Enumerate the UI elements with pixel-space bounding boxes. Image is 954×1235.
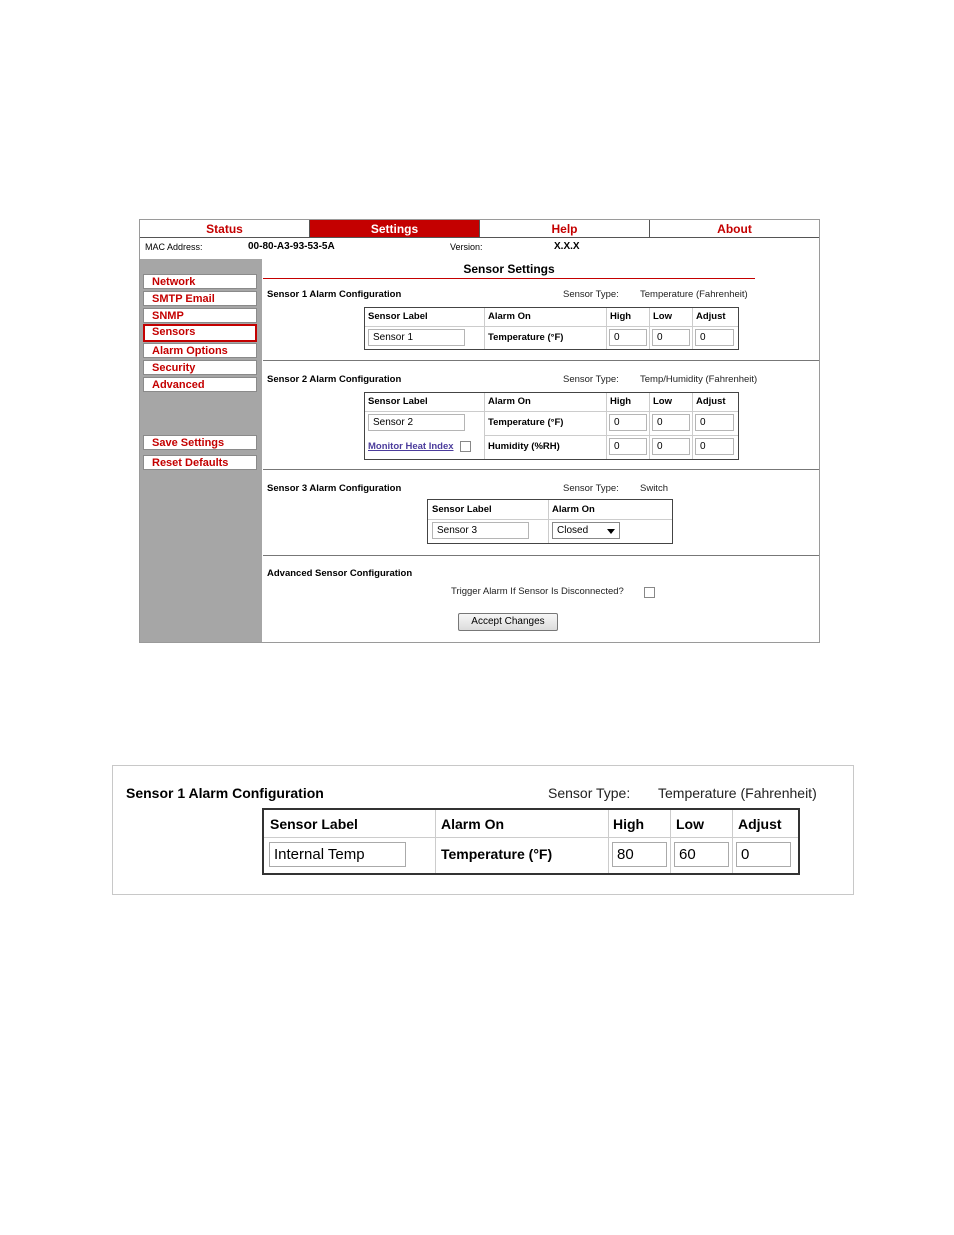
save-settings-button[interactable]: Save Settings (143, 435, 257, 450)
sidebar-item-smtp-email[interactable]: SMTP Email (143, 291, 257, 306)
zoom-col-header-sensor-label: Sensor Label (270, 816, 358, 832)
tab-about[interactable]: About (650, 220, 819, 237)
zoom-adjust-input[interactable]: 0 (736, 842, 791, 867)
mac-address-label: MAC Address: (145, 242, 203, 252)
mac-address-value: 00-80-A3-93-53-5A (248, 241, 335, 252)
col-header-high: High (610, 396, 632, 407)
advanced-section-title: Advanced Sensor Configuration (267, 568, 413, 579)
col-divider (670, 810, 671, 873)
zoom-col-header-adjust: Adjust (738, 816, 782, 832)
sensor1-label-input[interactable]: Sensor 1 (368, 329, 465, 346)
page-title: Sensor Settings (263, 262, 755, 279)
row-divider (365, 326, 738, 327)
monitor-heat-index-link[interactable]: Monitor Heat Index (368, 441, 454, 452)
sensor2-section-title: Sensor 2 Alarm Configuration (267, 374, 402, 385)
sensor2-type-label: Sensor Type: (563, 374, 619, 385)
row-divider (365, 411, 738, 412)
sidebar-item-network[interactable]: Network (143, 274, 257, 289)
section-divider (263, 360, 819, 361)
zoom-sensor-type-value: Temperature (Fahrenheit) (658, 785, 817, 801)
row-divider (264, 837, 798, 838)
col-header-alarm-on: Alarm On (552, 504, 595, 515)
zoom-config-table (262, 808, 800, 875)
monitor-heat-index-checkbox[interactable] (460, 441, 471, 452)
sensor2-alarm-temperature: Temperature (°F) (488, 417, 564, 428)
row-divider (484, 435, 738, 436)
chevron-down-icon (607, 529, 615, 534)
sensor3-alarm-on-select[interactable] (552, 522, 620, 539)
sensor2-type-value: Temp/Humidity (Fahrenheit) (640, 374, 758, 385)
row-divider (428, 519, 672, 520)
version-value: X.X.X (554, 241, 580, 252)
sensor2-adjust-humidity-input[interactable]: 0 (695, 438, 734, 455)
zoom-section-title: Sensor 1 Alarm Configuration (126, 785, 324, 801)
tab-status[interactable]: Status (140, 220, 310, 237)
zoom-alarm-on: Temperature (°F) (441, 846, 553, 862)
sidebar-item-alarm-options[interactable]: Alarm Options (143, 343, 257, 358)
col-header-sensor-label: Sensor Label (368, 396, 428, 407)
col-divider (692, 308, 693, 349)
sensor1-zoomed-panel (112, 765, 854, 895)
sensor3-type-value: Switch (640, 483, 668, 494)
zoom-sensor-type-label: Sensor Type: (548, 785, 631, 801)
sensor3-section-title: Sensor 3 Alarm Configuration (267, 483, 402, 494)
sensor1-adjust-input[interactable]: 0 (695, 329, 734, 346)
col-header-alarm-on: Alarm On (488, 396, 531, 407)
sidebar-item-advanced[interactable]: Advanced (143, 377, 257, 392)
col-divider (692, 393, 693, 459)
trigger-alarm-checkbox[interactable] (644, 587, 655, 598)
zoom-high-input[interactable]: 80 (612, 842, 667, 867)
sensor2-config-table (364, 392, 739, 460)
col-divider (606, 393, 607, 459)
top-tab-bar (140, 220, 819, 238)
sidebar-item-security[interactable]: Security (143, 360, 257, 375)
zoom-col-header-high: High (613, 816, 645, 832)
sidebar (140, 259, 262, 642)
sidebar-item-sensors[interactable]: Sensors (143, 324, 257, 342)
col-divider (484, 393, 485, 459)
trigger-alarm-label: Trigger Alarm If Sensor Is Disconnected? (451, 586, 624, 597)
sensor1-type-label: Sensor Type: (563, 289, 619, 300)
zoom-col-header-low: Low (676, 816, 704, 832)
col-divider (548, 500, 549, 543)
col-divider (606, 308, 607, 349)
col-header-alarm-on: Alarm On (488, 311, 531, 322)
col-header-sensor-label: Sensor Label (368, 311, 428, 322)
col-header-low: Low (653, 311, 672, 322)
version-label: Version: (450, 242, 483, 252)
sensor1-section-title: Sensor 1 Alarm Configuration (267, 289, 402, 300)
col-divider (649, 393, 650, 459)
sensor1-alarm-on: Temperature (°F) (488, 332, 564, 343)
col-divider (649, 308, 650, 349)
sensor3-type-label: Sensor Type: (563, 483, 619, 494)
sensor2-low-humidity-input[interactable]: 0 (652, 438, 690, 455)
sensor2-high-humidity-input[interactable]: 0 (609, 438, 647, 455)
sensor2-label-input[interactable]: Sensor 2 (368, 414, 465, 431)
zoom-col-header-alarm-on: Alarm On (441, 816, 505, 832)
main-content (263, 259, 819, 642)
reset-defaults-button[interactable]: Reset Defaults (143, 455, 257, 470)
sensor3-config-table (427, 499, 673, 544)
sensor2-alarm-humidity: Humidity (%RH) (488, 441, 560, 452)
sensor3-alarm-on-value: Closed (557, 525, 589, 536)
sensor1-type-value: Temperature (Fahrenheit) (640, 289, 748, 300)
col-divider (732, 810, 733, 873)
col-header-adjust: Adjust (696, 311, 726, 322)
col-divider (484, 308, 485, 349)
col-header-sensor-label: Sensor Label (432, 504, 492, 515)
sensor2-high-temp-input[interactable]: 0 (609, 414, 647, 431)
sensor1-low-input[interactable]: 0 (652, 329, 690, 346)
col-header-high: High (610, 311, 632, 322)
sensor2-low-temp-input[interactable]: 0 (652, 414, 690, 431)
col-divider (435, 810, 436, 873)
col-divider (608, 810, 609, 873)
col-header-adjust: Adjust (696, 396, 726, 407)
accept-changes-button[interactable]: Accept Changes (458, 613, 558, 631)
tab-settings[interactable]: Settings (310, 220, 480, 237)
section-divider (263, 469, 819, 470)
sidebar-item-snmp[interactable]: SNMP (143, 308, 257, 323)
sensor1-high-input[interactable]: 0 (609, 329, 647, 346)
sensor3-label-input[interactable]: Sensor 3 (432, 522, 529, 539)
zoom-sensor-label-input[interactable]: Internal Temp (269, 842, 406, 867)
sensor2-adjust-temp-input[interactable]: 0 (695, 414, 734, 431)
web-config-window (139, 219, 820, 643)
col-header-low: Low (653, 396, 672, 407)
section-divider (263, 555, 819, 556)
zoom-low-input[interactable]: 60 (674, 842, 729, 867)
sensor1-config-table (364, 307, 739, 350)
tab-help[interactable]: Help (480, 220, 650, 237)
